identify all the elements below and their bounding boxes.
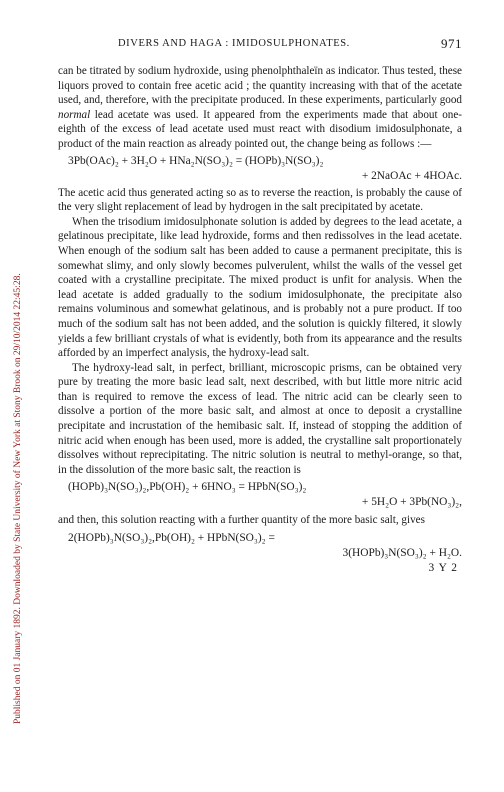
paragraph-titration [58, 64, 462, 152]
paragraph-acetic-acid: The acetic acid thus generated acting so as to reverse the reaction, is probably the cause of the very slight replacement of lead by hydrogen in the salt precipitated by acetate. [58, 186, 462, 214]
paragraph-titration-post: lead acetate was used. It appeared from the experiments made that about one-eighth of the excess of lead acetate used must react with disodium imidosulphonate, a product of the main reaction as already pointed out, the change being as follows :— [58, 108, 462, 150]
equation-3-line-1: 2(HOPb)₃N(SO₃)₂,Pb(OH)₂ + HPbN(SO₃)₂ = [68, 532, 275, 545]
equation-3-line-2: 3(HOPb)₃N(SO₃)₂ + H₂O. [342, 547, 462, 560]
equation-1-line-1: 3Pb(OAc)₂ + 3H₂O + HNa₂N(SO₃)₂ = (HOPb)₃N(SO₃)₂ [68, 154, 324, 167]
download-watermark [3, 24, 23, 744]
paragraph-trisodium: When the trisodium imidosulphonate solution is added by degrees to the lead acetate, a gelatinous precipitate, like lead hydroxide, forms and then redissolves in the lead acetate. When enough of the sodium salt has been added to cause a permanent precipitate, this is somewhat slimy, and only slowly becomes pulverulent, whilst the walls of the vessel get coated with a crystalline precipitate. The mixed product is unfit for analysis. When the lead acetate is added gradually to the sodium imidosulphonate, the precipitate also remains voluminous and somewhat gelatinous, and is probably not a pure product. If too much of the sodium salt has not been added, and the solution is quickly filtered, it slowly yields a few brilliant crystals of what is evidently, both from its appearance and the results afforded by an imperfect analysis, the hydroxy-lead salt. [58, 215, 462, 360]
running-head [58, 36, 462, 52]
page-number: 971 [441, 36, 462, 51]
equation-2-line-1: (HOPb)₃N(SO₃)₂,Pb(OH)₂ + 6HNO₃ = HPbN(SO₃)₂ [68, 481, 307, 494]
equation-2-line-2: + 5H₂O + 3Pb(NO₃)₂, [361, 496, 462, 509]
equation-2 [58, 480, 462, 510]
paragraph-further-reaction: and then, this solution reacting with a further quantity of the more basic salt, gives [58, 514, 425, 527]
equation-1 [58, 154, 462, 184]
equation-1-line-2: + 2NaOAc + 4HOAc. [361, 169, 462, 182]
running-head-title: DIVERS AND HAGA : IMIDOSULPHONATES. [118, 38, 350, 49]
equation-3 [58, 531, 462, 561]
journal-page [58, 36, 462, 574]
paragraph-titration-pre: can be titrated by sodium hydroxide, using phenolphthaleïn as indicator. Thus tested, these liquors proved to contain free acetic acid ; the quantity increasing with that of the acetate used, and, therefore, with the precipitate produced. In these experiments, particularly good [58, 65, 462, 107]
paragraph-titration-emphasis: normal [58, 108, 91, 121]
download-watermark-text: Published on 01 January 1892. Downloaded by State University of New York at Stony Brook on 29/10/2014 22:45:28. [13, 273, 23, 724]
paragraph-hydroxy-lead: The hydroxy-lead salt, in perfect, brilliant, microscopic prisms, can be obtained very pure by treating the more basic lead salt, next described, with but little more nitric acid than is required to remove the excess of lead. The nitric acid can be clearly seen to dissolve a portion of the more basic salt, and almost at once to deposit a crystalline precipitate and incrustation of the hemibasic salt. If, instead of stopping the addition of nitric acid when enough has been used, more is added, the crystalline salt proportionately dissolves without reprecipitating. The nitric solution is neutral to methyl-orange, so that, in the dissolution of the more basic salt, the reaction is [58, 361, 462, 476]
signature-mark: 3 Y 2 [428, 562, 458, 575]
